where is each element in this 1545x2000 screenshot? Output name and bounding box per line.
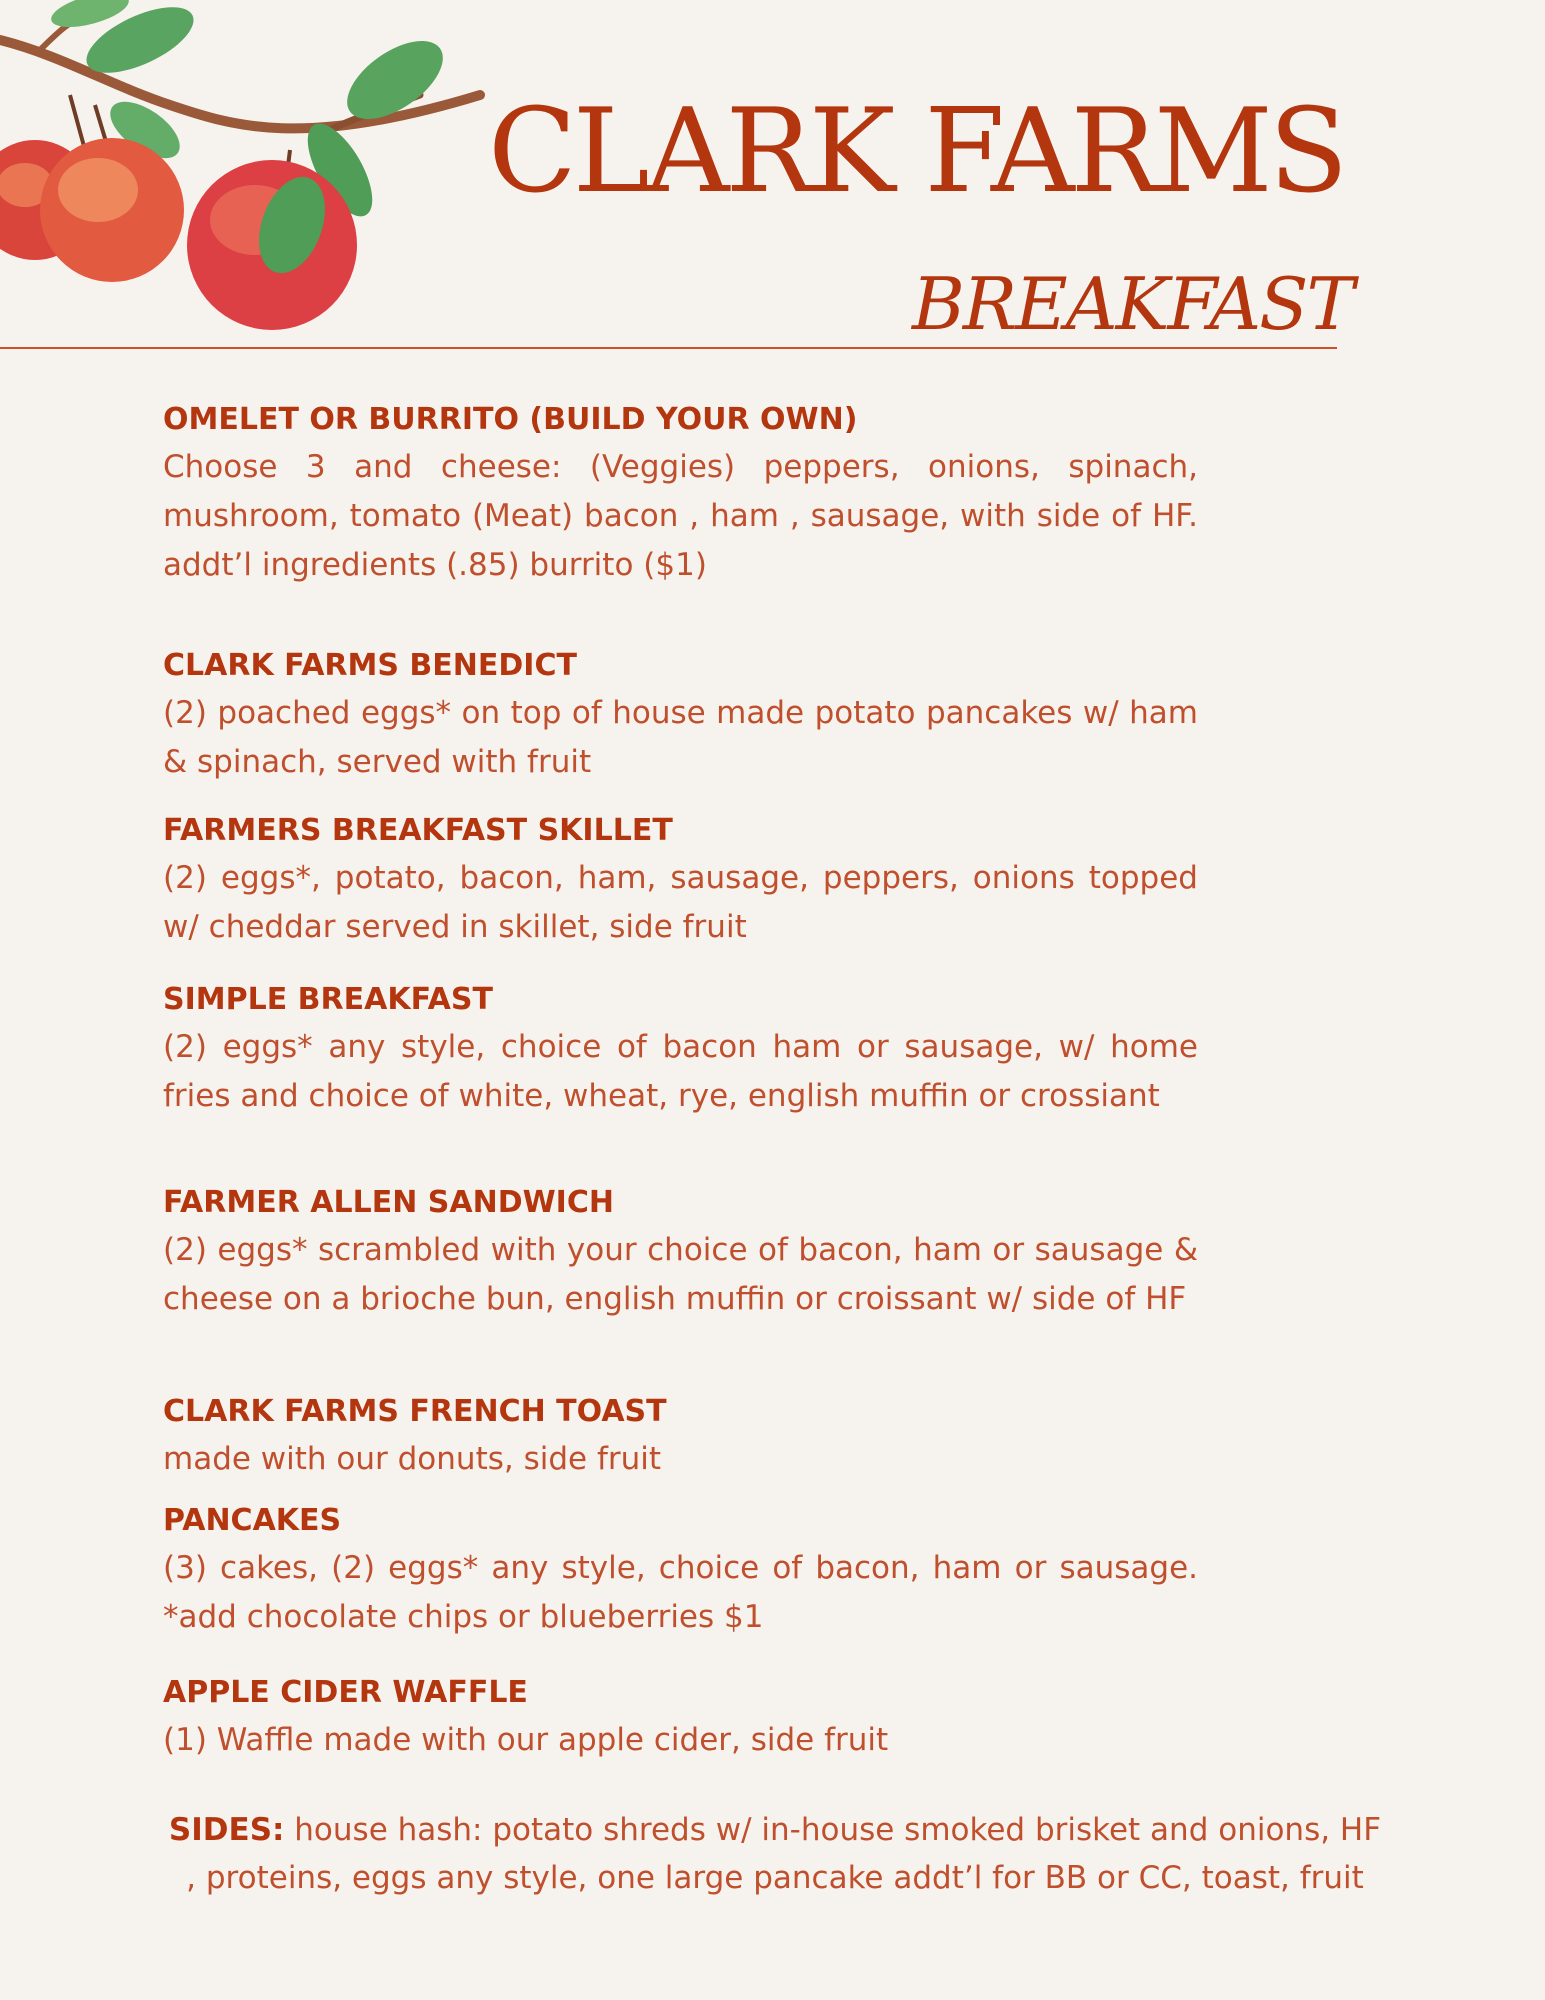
menu-item-description: (2) poached eggs* on top of house made potato pancakes w/ ham & spinach, served with fruit: [163, 695, 1198, 780]
sides-section: [160, 1806, 1390, 1902]
menu-item-omelet-burrito: [163, 397, 1198, 590]
menu-item-apple-cider-waffle: [163, 1670, 1198, 1765]
menu-item-title: APPLE CIDER WAFFLE: [163, 1675, 528, 1710]
menu-item-description: (1) Waffle made with our apple cider, side fruit: [163, 1722, 889, 1758]
menu-item-description: made with our donuts, side fruit: [163, 1441, 662, 1477]
menu-item-farmer-allen-sandwich: [163, 1180, 1198, 1324]
menu-item-benedict: [163, 643, 1198, 787]
menu-item-pancakes: [163, 1498, 1198, 1642]
menu-item-description: (2) eggs*, potato, bacon, ham, sausage, peppers, onions topped w/ cheddar served in skillet, side fruit: [163, 860, 1198, 945]
menu-item-title: FARMER ALLEN SANDWICH: [163, 1185, 614, 1220]
menu-item-description: (2) eggs* any style, choice of bacon ham or sausage, w/ home fries and choice of white, wheat, rye, english muffin or crossiant: [163, 1029, 1198, 1114]
menu-item-description: (3) cakes, (2) eggs* any style, choice of bacon, ham or sausage. *add chocolate chips or blueberries $1: [163, 1550, 1198, 1635]
menu-item-simple-breakfast: [163, 977, 1198, 1121]
apple-branch-illustration: [0, 0, 500, 330]
header-divider: [0, 347, 1337, 349]
menu-item-title: CLARK FARMS FRENCH TOAST: [163, 1394, 667, 1429]
menu-item-title: FARMERS BREAKFAST SKILLET: [163, 813, 673, 848]
menu-item-description: Choose 3 and cheese: (Veggies) peppers, onions, spinach, mushroom, tomato (Meat) bacon , ham , sausage, with side of HF. addt’l ingredients (.85) burrito ($1): [163, 449, 1198, 583]
menu-item-title: SIMPLE BREAKFAST: [163, 982, 493, 1017]
menu-item-title: CLARK FARMS BENEDICT: [163, 648, 577, 683]
menu-item-description: (2) eggs* scrambled with your choice of bacon, ham or sausage & cheese on a brioche bun, english muffin or croissant w/ side of HF: [163, 1232, 1198, 1317]
menu-item-skillet: [163, 808, 1198, 952]
page-title: CLARK FARMS: [488, 84, 1345, 219]
menu-item-french-toast: [163, 1389, 1198, 1484]
page-subtitle: BREAKFAST: [912, 262, 1353, 346]
sides-text: house hash: potato shreds w/ in-house smoked brisket and onions, HF , proteins, eggs any style, one large pancake addt’l for BB or CC, toast, fruit: [186, 1812, 1382, 1896]
menu-item-title: PANCAKES: [163, 1503, 342, 1538]
menu-item-title: OMELET OR BURRITO (BUILD YOUR OWN): [163, 402, 858, 437]
sides-label: SIDES:: [168, 1812, 285, 1848]
